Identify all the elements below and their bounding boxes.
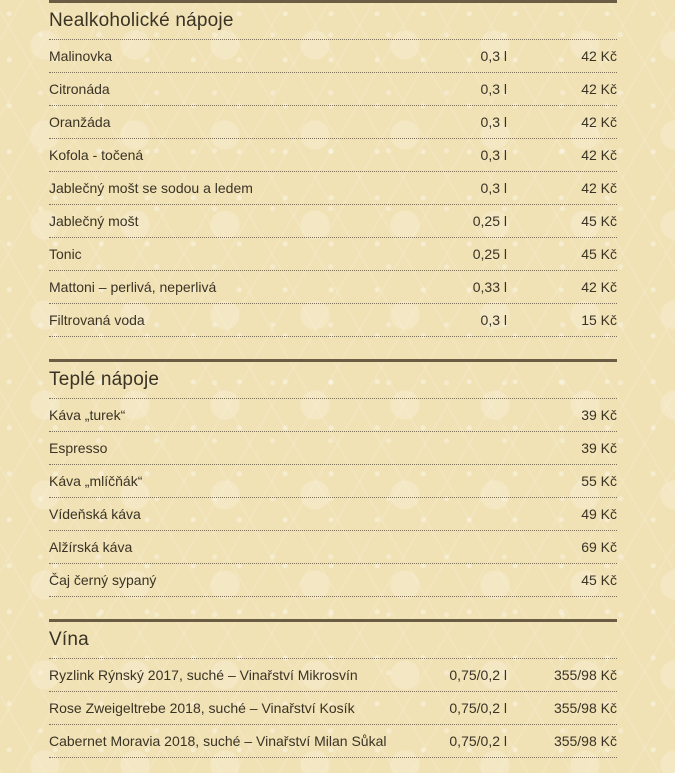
- section-wines: [49, 619, 617, 758]
- item-name: Tonic: [49, 246, 82, 262]
- item-name: Rose Zweigeltrebe 2018, suché – Vinařství Kosík: [49, 700, 355, 716]
- menu-item: [49, 399, 617, 432]
- menu-item: [49, 304, 617, 337]
- item-name: Vídeňská káva: [49, 506, 141, 522]
- item-volume: 0,33 l: [472, 279, 507, 295]
- item-price: 39 Kč: [581, 407, 617, 423]
- item-name: Oranžáda: [49, 114, 111, 130]
- item-price: 355/98 Kč: [553, 700, 617, 716]
- item-name: Filtrovaná voda: [49, 312, 145, 328]
- item-name: Kofola - točená: [49, 147, 144, 163]
- menu-item: [49, 172, 617, 205]
- item-volume: 0,25 l: [472, 213, 507, 229]
- item-price: 42 Kč: [581, 114, 617, 130]
- item-price: 55 Kč: [581, 473, 617, 489]
- item-price: 39 Kč: [581, 440, 617, 456]
- item-volume: 0,3 l: [480, 147, 507, 163]
- item-name: Ryzlink Rýnský 2017, suché – Vinařství Mikrosvín: [49, 667, 358, 683]
- item-price: 355/98 Kč: [553, 733, 617, 749]
- item-price: 42 Kč: [581, 279, 617, 295]
- section-hot-drinks: [49, 359, 617, 597]
- item-name: Espresso: [49, 440, 108, 456]
- item-name: Mattoni – perlivá, neperlivá: [49, 279, 217, 295]
- section-soft-drinks: [49, 0, 617, 337]
- item-name: Cabernet Moravia 2018, suché – Vinařství Milan Sůkal: [49, 733, 387, 749]
- item-price: 45 Kč: [581, 213, 617, 229]
- menu-item: [49, 106, 617, 139]
- item-name: Káva „mlíčňák“: [49, 473, 143, 489]
- item-volume: 0,3 l: [480, 114, 507, 130]
- item-name: Alžírská káva: [49, 539, 133, 555]
- item-volume: 0,25 l: [472, 246, 507, 262]
- menu-item: [49, 531, 617, 564]
- menu-item: [49, 238, 617, 271]
- menu-item: [49, 40, 617, 73]
- item-name: Jablečný mošt: [49, 213, 139, 229]
- item-name: Káva „turek“: [49, 407, 126, 423]
- section-title: Nealkoholické nápoje: [49, 3, 617, 40]
- item-price: 42 Kč: [581, 48, 617, 64]
- item-name: Malinovka: [49, 48, 113, 64]
- item-name: Jablečný mošt se sodou a ledem: [49, 180, 253, 196]
- menu-item: [49, 725, 617, 758]
- item-price: 49 Kč: [581, 506, 617, 522]
- item-volume: 0,3 l: [480, 312, 507, 328]
- menu-item: [49, 498, 617, 531]
- menu-item: [49, 271, 617, 304]
- menu-item: [49, 139, 617, 172]
- menu-item: [49, 692, 617, 725]
- menu-item: [49, 73, 617, 106]
- section-title: Vína: [49, 622, 617, 659]
- item-price: 42 Kč: [581, 147, 617, 163]
- item-price: 45 Kč: [581, 572, 617, 588]
- item-price: 42 Kč: [581, 180, 617, 196]
- item-volume: 0,75/0,2 l: [449, 733, 507, 749]
- item-name: Čaj černý sypaný: [49, 572, 157, 588]
- item-price: 69 Kč: [581, 539, 617, 555]
- menu-item: [49, 465, 617, 498]
- menu-item: [49, 205, 617, 238]
- item-volume: 0,3 l: [480, 48, 507, 64]
- item-volume: 0,3 l: [480, 180, 507, 196]
- item-volume: 0,75/0,2 l: [449, 667, 507, 683]
- menu-item: [49, 564, 617, 597]
- item-volume: 0,75/0,2 l: [449, 700, 507, 716]
- item-price: 355/98 Kč: [553, 667, 617, 683]
- item-price: 15 Kč: [581, 312, 617, 328]
- item-name: Citronáda: [49, 81, 110, 97]
- item-price: 42 Kč: [581, 81, 617, 97]
- section-title: Teplé nápoje: [49, 362, 617, 399]
- menu-item: [49, 432, 617, 465]
- menu-item: [49, 659, 617, 692]
- item-price: 45 Kč: [581, 246, 617, 262]
- drink-menu: [49, 0, 617, 758]
- item-volume: 0,3 l: [480, 81, 507, 97]
